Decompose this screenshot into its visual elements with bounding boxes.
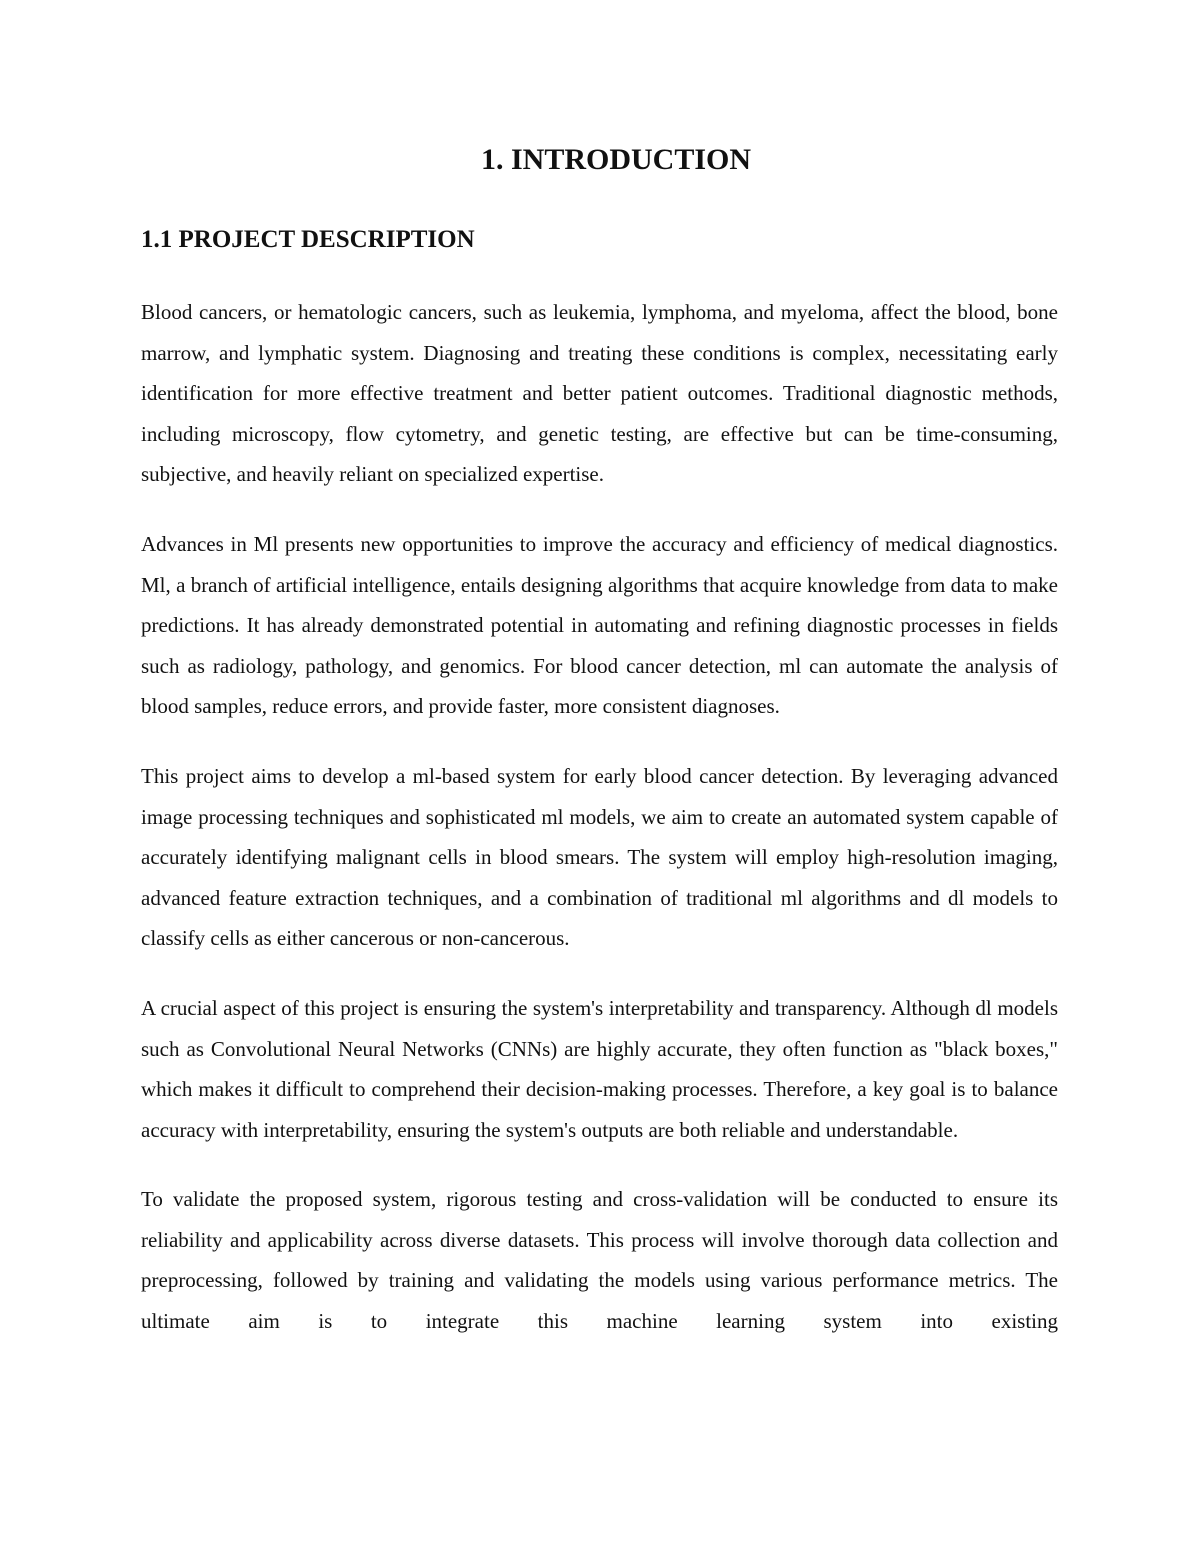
paragraph-interpretability: A crucial aspect of this project is ensuring the system's interpretability and transparency. Although dl models such as Convolutional Neural Networks (CNNs) are highly accurate, they often function as "black boxes," which makes it difficult to comprehend their decision-making processes. Therefore, a key goal is to balance accuracy with interpretability, ensuring the system's outputs are both reliable and understandable. <box>141 995 1058 1142</box>
paragraph-ml-advances: Advances in Ml presents new opportunities to improve the accuracy and efficiency of medical diagnostics. Ml, a branch of artificial intelligence, entails designing algorithms that acquire knowledge from data to make predictions. It has already demonstrated potential in automating and refining diagnostic processes in fields such as radiology, pathology, and genomics. For blood cancer detection, ml can automate the analysis of blood samples, reduce errors, and provide faster, more consistent diagnoses. <box>141 531 1058 719</box>
paragraph-validation: To validate the proposed system, rigorous testing and cross-validation will be conducted to ensure its reliability and applicability across diverse datasets. This process will involve thorough data collection and preprocessing, followed by training and validating the models using various performance metrics. The ultimate aim is to integrate this machine learning system into existing <box>141 1187 1058 1334</box>
body-text <box>141 292 1058 1342</box>
paragraph-project-aims: This project aims to develop a ml-based system for early blood cancer detection. By leveraging advanced image processing techniques and sophisticated ml models, we aim to create an automated system capable of accurately identifying malignant cells in blood smears. The system will employ high-resolution imaging, advanced feature extraction techniques, and a combination of traditional ml algorithms and dl models to classify cells as either cancerous or non-cancerous. <box>141 763 1058 951</box>
section-heading: 1.1 PROJECT DESCRIPTION <box>141 226 475 253</box>
chapter-title: 1. INTRODUCTION <box>480 143 752 176</box>
paragraph-blood-cancers: Blood cancers, or hematologic cancers, such as leukemia, lymphoma, and myeloma, affect the blood, bone marrow, and lymphatic system. Diagnosing and treating these conditions is complex, necessitating early identification for more effective treatment and better patient outcomes. Traditional diagnostic methods, including microscopy, flow cytometry, and genetic testing, are effective but can be time-consuming, subjective, and heavily reliant on specialized expertise. <box>141 300 1058 487</box>
